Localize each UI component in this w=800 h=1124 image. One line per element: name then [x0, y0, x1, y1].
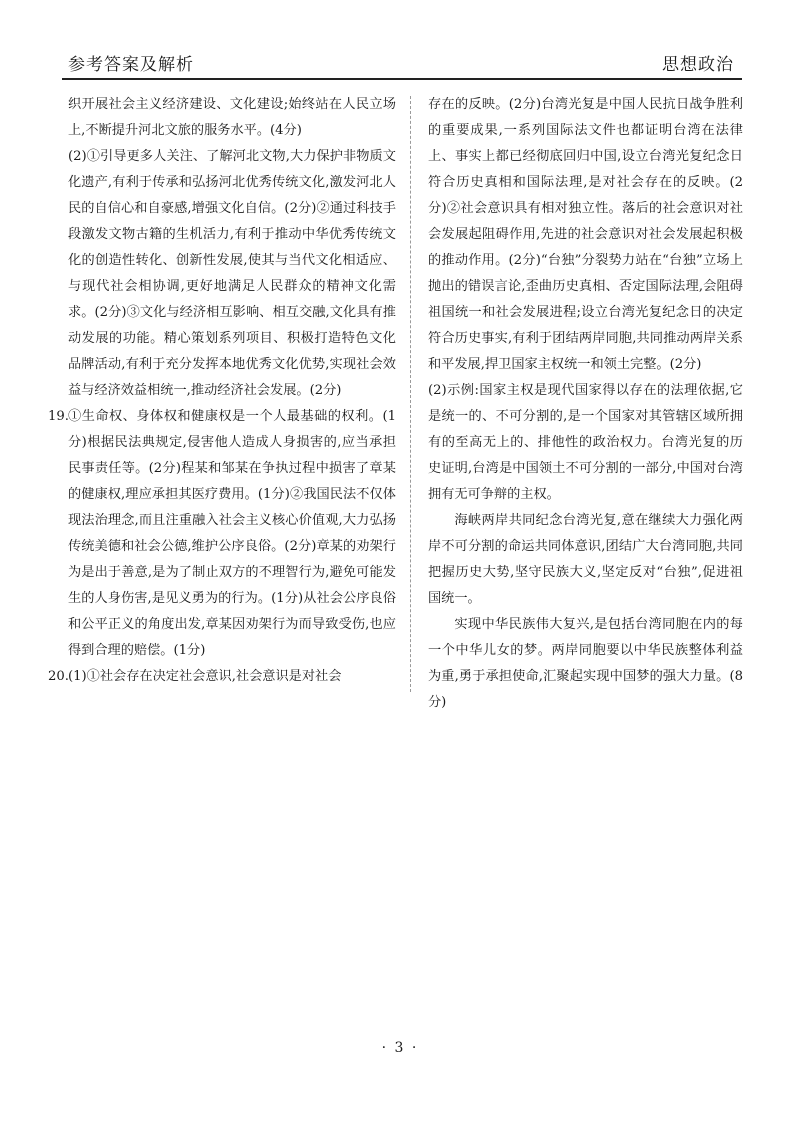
question-20-answer [48, 664, 396, 690]
header-subject: 思想政治 [662, 55, 734, 75]
question-19-answer [48, 404, 396, 664]
page-number: · 3 · [381, 1040, 419, 1056]
column-divider [410, 96, 411, 692]
answer-paragraph-2: (2)①引导更多人关注、了解河北文物,大力保护非物质文化遗产,有利于传承和弘扬河北优秀传统文化,激发河北人民的自信心和自豪感,增强文化自信。(2分)②通过科技手段激发文物古籍的生机活力,有利于推动中华优秀传统文化的创造性转化、创新性发展,使其与当代文化相适应、与现代社会相协调,更好地满足人民群众的精神文化需求。(2分)③文化与经济相互影响、相互交融,文化具有推动发展的功能。精心策划系列项目、积极打造特色文化品牌活动,有利于充分发挥本地优秀文化优势,实现社会效益与经济效益相统一,推动经济社会发展。(2分) [68, 149, 396, 398]
question-number-20: 20. [48, 669, 69, 684]
answer-20-paragraph-3: 海峡两岸共同纪念台湾光复,意在继续大力强化两岸不可分割的命运共同体意识,团结广大台湾同胞,共同把握历史大势,坚守民族大义,坚定反对“台独”,促进祖国统一。 [428, 513, 743, 606]
answer-20-continued: 存在的反映。(2分)台湾光复是中国人民抗日战争胜利的重要成果,一系列国际法文件也都证明台湾在法律上、事实上都已经彻底回归中国,设立台湾光复纪念日符合历史真相和国际法理,是对社会存在的反映。(2分)②社会意识具有相对独立性。落后的社会意识对社会发展起阻碍作用,先进的社会意识对社会发展起积极的推动作用。(2分)“台独”分裂势力站在“台独”立场上抛出的错误言论,歪曲历史真相、否定国际法理,会阻碍祖国统一和社会发展进程;设立台湾光复纪念日的决定符合历史事实,有利于团结两岸同胞,共同推动两岸关系和平发展,捍卫国家主权统一和领土完整。(2分) [428, 97, 743, 372]
question-19-text: ①生命权、身体权和健康权是一个人最基础的权利。(1分)根据民法典规定,侵害他人造成人身损害的,应当承担民事责任等。(2分)程某和邹某在争执过程中损害了章某的健康权,理应承担其医疗费用。(1分)②我国民法不仅体现法治理念,而且注重融入社会主义核心价值观,大力弘扬传统美德和社会公德,维护公序良俗。(2分)章某的劝架行为是出于善意,是为了制止双方的不理智行为,避免可能发生的人身伤害,是见义勇为的行为。(1分)从社会公序良俗和公平正义的角度出发,章某因劝架行为而导致受伤,也应得到合理的赔偿。(1分) [68, 409, 396, 658]
answer-20-paragraph-4: 实现中华民族伟大复兴,是包括台湾同胞在内的每一个中华儿女的梦。两岸同胞要以中华民族整体利益为重,勇于承担使命,汇聚起实现中国梦的强大力量。(8分) [428, 617, 743, 710]
question-number-19: 19. [48, 409, 69, 424]
answer-20-part-2: (2)示例:国家主权是现代国家得以存在的法理依据,它是统一的、不可分割的,是一个国家对其管辖区域所拥有的至高无上的、排他性的政治权力。台湾光复的历史证明,台湾是中国领土不可分割的一部分,中国对台湾拥有无可争辩的主权。 [428, 383, 743, 502]
page-header [62, 40, 742, 80]
question-20-text: (1)①社会存在决定社会意识,社会意识是对社会 [68, 669, 342, 684]
header-rule [62, 78, 742, 80]
header-title-left: 参考答案及解析 [68, 55, 194, 75]
left-column [48, 92, 396, 690]
answer-paragraph-continued: 织开展社会主义经济建设、文化建设;始终站在人民立场上,不断提升河北文旅的服务水平。(4分) [68, 97, 396, 138]
right-column [428, 92, 743, 716]
